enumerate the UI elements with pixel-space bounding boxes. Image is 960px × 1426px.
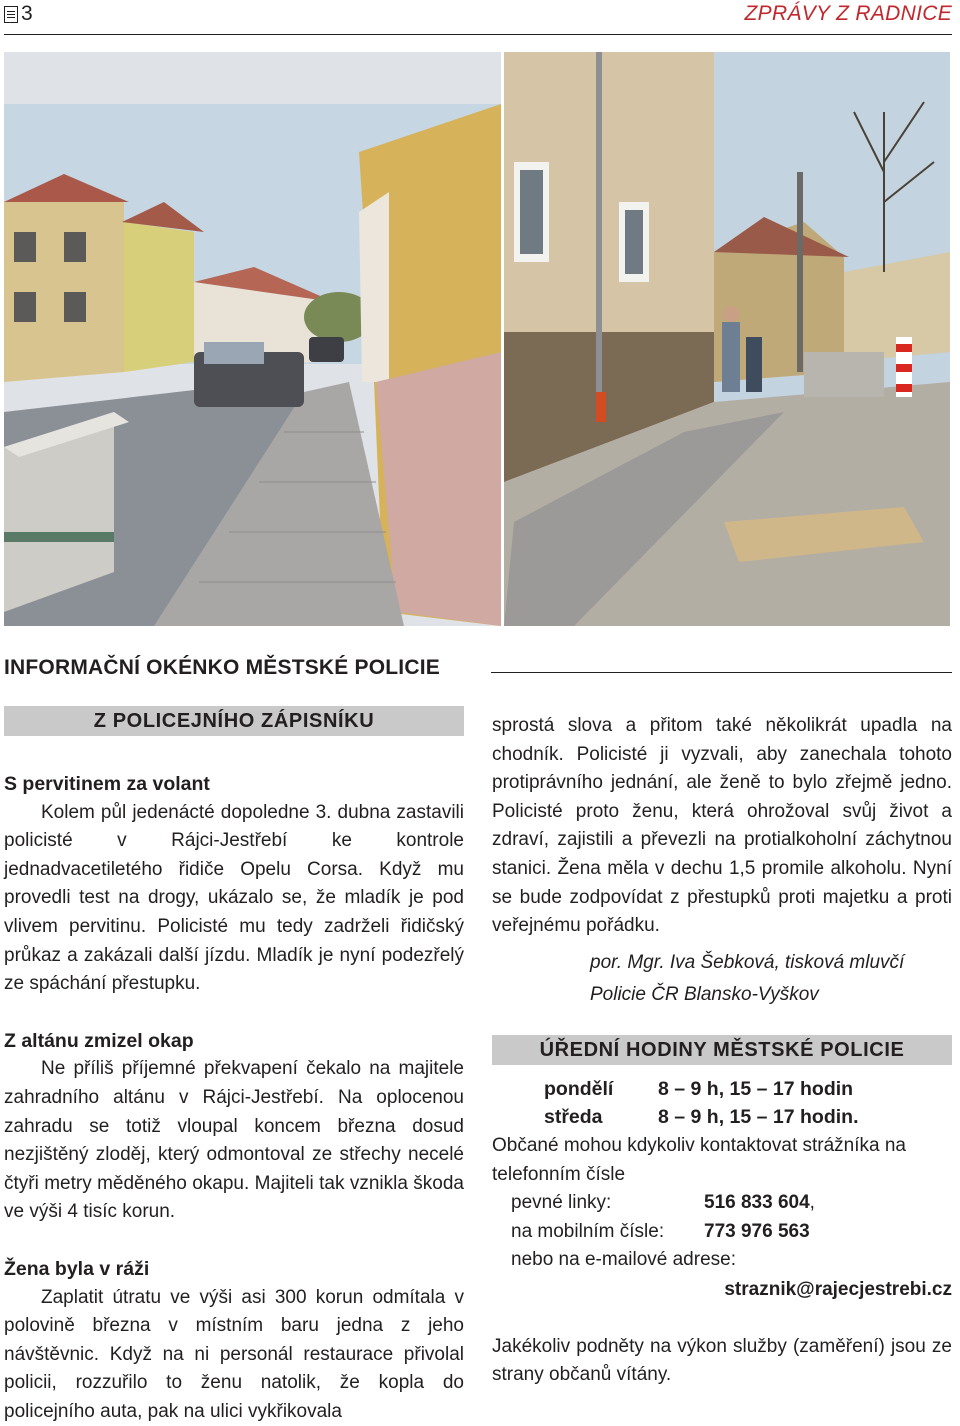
photo-left-image xyxy=(4,52,501,626)
running-title: ZPRÁVY Z RADNICE xyxy=(745,2,952,26)
article-heading-2: Z altánu zmizel okap xyxy=(4,1027,464,1056)
office-hours-row xyxy=(544,1103,859,1132)
photo-right-image xyxy=(504,52,950,626)
section-title: INFORMAČNÍ OKÉNKO MĚSTSKÉ POLICIE xyxy=(4,656,440,680)
email-address[interactable]: straznik@rajecjestrebi.cz xyxy=(492,1276,952,1305)
office-hours-box-title: ÚŘEDNÍ HODINY MĚSTSKÉ POLICIE xyxy=(492,1035,952,1065)
police-notebook-box-title: Z POLICEJNÍHO ZÁPISNÍKU xyxy=(4,706,464,736)
office-hours-table xyxy=(544,1075,859,1132)
article-body-2: Ne příliš příjemné překvapení čekalo na majitele zahradního altánu v Rájci-Jestřebí. Na oplocenou zahradu se totiž vloupal koncem března dosud nezjištěný zloděj, který odmontoval ze střechy necelé čtyři metry měděného okapu. Majiteli tak vznikla škoda ve výši 4 tisíc korun. xyxy=(4,1055,464,1227)
mobile-number[interactable]: 773 976 563 xyxy=(704,1221,810,1242)
page-number xyxy=(4,2,33,26)
photo-left xyxy=(4,52,501,626)
contacts-table xyxy=(511,1189,815,1246)
page-number-text: 3 xyxy=(21,2,33,26)
hours-time: 8 – 9 h, 15 – 17 hodin. xyxy=(658,1103,859,1132)
article-body-3: Zaplatit útratu ve výši asi 300 korun odmítala v polovině března v místním baru jedna z jeho návštěvnic. Když na ni personál restaurace přivolal policii, rozzuřilo to ženu natolik, že kopla do policejního auta, pak na ulici vykřikovala xyxy=(4,1284,464,1426)
hours-day: středa xyxy=(544,1103,658,1132)
office-hours-row xyxy=(544,1075,859,1104)
landline-number[interactable]: 516 833 604 xyxy=(704,1192,810,1213)
article-heading-3: Žena byla v ráži xyxy=(4,1255,464,1284)
contact-row xyxy=(511,1218,815,1247)
hours-time: 8 – 9 h, 15 – 17 hodin xyxy=(658,1075,859,1104)
contact-label: pevné linky: xyxy=(511,1189,704,1218)
hours-day: pondělí xyxy=(544,1075,658,1104)
photo-right xyxy=(504,52,950,626)
contact-row xyxy=(511,1189,815,1218)
contact-label: na mobilním čísle: xyxy=(511,1218,704,1247)
signature-name: por. Mgr. Iva Šebková, tisková mluvčí xyxy=(590,947,952,979)
email-label: nebo na e-mailové adrese: xyxy=(511,1246,952,1275)
closing-text: Jakékoliv podněty na výkon služby (zaměření) jsou ze strany občanů vítány. xyxy=(492,1333,952,1390)
header-rule xyxy=(4,34,952,35)
left-column xyxy=(4,706,464,1426)
article-heading-1: S pervitinem za volant xyxy=(4,770,464,799)
signature-organization: Policie ČR Blansko-Vyškov xyxy=(590,979,952,1011)
section-title-rule xyxy=(491,672,952,673)
article-body-1: Kolem půl jedenácté dopoledne 3. dubna zastavili policisté v Rájci-Jestřebí ke kontrole jednadvacetiletého řidiče Opelu Corsa. Když mu provedli test na drogy, ukázalo se, že mladík je pod vlivem pervitinu. Policisté mu tedy zadrželi řidičský průkaz a zakázali další jízdu. Mladík je nyní podezřelý ze spáchání přestupku. xyxy=(4,799,464,999)
right-column xyxy=(492,712,952,1390)
contact-suffix: , xyxy=(810,1192,815,1213)
document-icon xyxy=(4,6,18,23)
contact-intro: Občané mohou kdykoliv kontaktovat strážníka na telefonním čísle xyxy=(492,1132,952,1189)
article-body-3-continued: sprostá slova a přitom také několikrát upadla na chodník. Policisté ji vyzvali, aby zanechala tohoto protiprávního jednání, ale ženě to bylo zřejmě jedno. Policisté proto ženu, která ohrožoval svůj život a zdraví, zajistili a převezli na protialkoholní záchytnou stanici. Žena měla v dechu 1,5 promile alkoholu. Nyní se bude zodpovídat z přestupků proti majetku a proti veřejnému pořádku. xyxy=(492,712,952,941)
